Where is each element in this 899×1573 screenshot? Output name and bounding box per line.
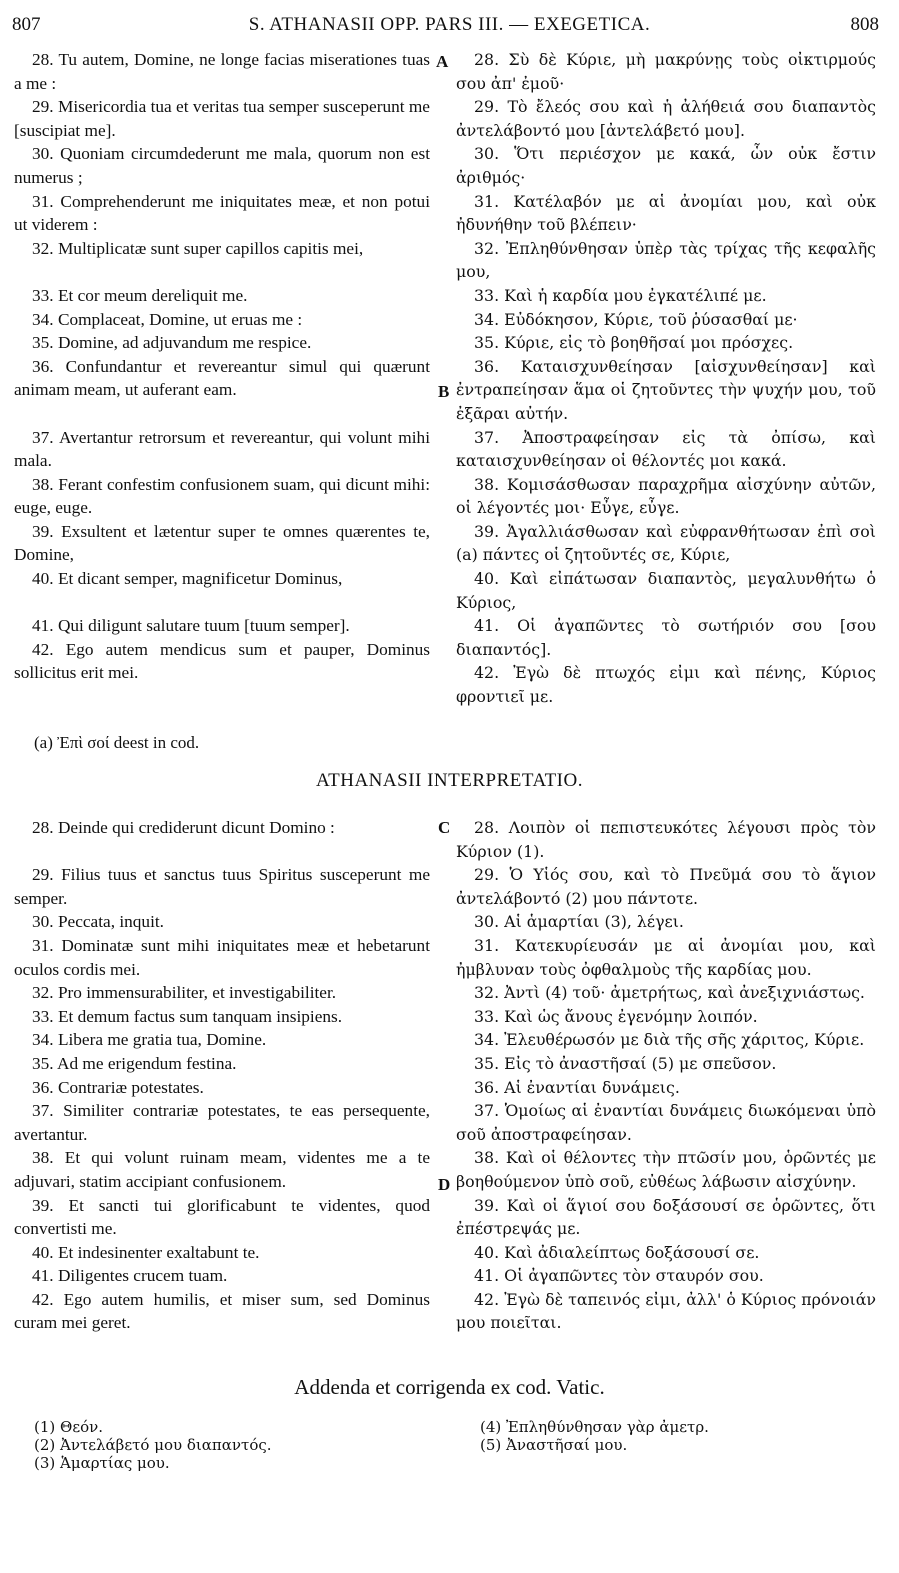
verse-number: 37. bbox=[32, 427, 54, 447]
verse-text: Ἐγὼ δὲ ταπεινός εἰμι, ἀλλ' ὁ Κύριος πρόνοιάν μου ποιεῖται. bbox=[456, 1289, 876, 1333]
verse-number: 32. bbox=[32, 238, 54, 258]
verse-number: 39. bbox=[32, 521, 54, 541]
verse-number: 37. bbox=[474, 1101, 500, 1121]
verse-number: 33. bbox=[474, 285, 500, 305]
verse-number: 42. bbox=[474, 663, 500, 683]
verse-number: 34. bbox=[32, 1030, 54, 1050]
verse bbox=[456, 910, 876, 934]
verse-text: Καταισχυνθείησαν [αἰσχυνθείησαν] καὶ ἐντραπείησαν ἅμα οἱ ζητοῦντες τὴν ψυχήν μου, τοῦ ἐξᾶραι αὐτήν. bbox=[456, 356, 876, 423]
verse-text: Tu autem, Domine, ne longe facias miserationes tuas a me : bbox=[14, 50, 430, 93]
verse bbox=[456, 331, 876, 355]
verse-number: 41. bbox=[474, 1266, 500, 1286]
margin-letter-a: A bbox=[436, 52, 449, 71]
verse-number: 40. bbox=[474, 1242, 500, 1262]
verse-text: Οἱ ἀγαπῶντες τὸν σταυρόν σου. bbox=[504, 1266, 764, 1286]
verse-spacer bbox=[14, 402, 430, 426]
verse bbox=[14, 1005, 430, 1029]
verse-text: Avertantur retrorsum et revereantur, qui volunt mihi mala. bbox=[14, 427, 430, 471]
verse bbox=[456, 1028, 876, 1052]
verse-number: 40. bbox=[32, 569, 54, 589]
verse-number: 33. bbox=[32, 1006, 54, 1026]
verse-text: Diligentes crucem tuam. bbox=[57, 1266, 228, 1286]
verse-text: Ferant confestim confusionem suam, qui dicunt mihi: euge, euge. bbox=[14, 474, 430, 518]
verse-number: 34. bbox=[474, 309, 500, 329]
verse-text: Καὶ οἱ θέλοντες τὴν πτῶσίν μου, ὁρῶντές με βοηθούμενον ὑπὸ σοῦ, εὐθέως λάβωσιν αἰσχύνην. bbox=[456, 1148, 876, 1191]
addenda-heading: Addenda et corrigenda ex cod. Vatic. bbox=[294, 1375, 605, 1399]
verse-text: Complaceat, Domine, ut eruas me : bbox=[57, 309, 303, 329]
verse-number: 28. bbox=[474, 818, 500, 837]
verse-text: Καὶ εἰπάτωσαν διαπαντὸς, μεγαλυνθήτω ὁ Κύριος, bbox=[456, 569, 876, 612]
verse-text: Deinde qui crediderunt dicunt Domino : bbox=[57, 818, 335, 837]
verse-text: Καὶ ὡς ἄνους ἐγενόμην λοιπόν. bbox=[504, 1006, 758, 1026]
verse bbox=[14, 1264, 430, 1288]
verse-text: Domine, ad adjuvandum me respice. bbox=[57, 333, 312, 353]
addenda-item: (4) Ἐπληθύνθησαν γὰρ ἀμετρ. bbox=[480, 1418, 709, 1436]
verse-number: 42. bbox=[32, 1289, 54, 1309]
verse-number: 37. bbox=[32, 1101, 54, 1121]
verse-text: Ἐπληθύνθησαν ὑπὲρ τὰς τρίχας τῆς κεφαλῆς μου, bbox=[456, 238, 877, 282]
verse bbox=[456, 1076, 876, 1100]
verse bbox=[456, 426, 876, 473]
verse-number: 39. bbox=[474, 521, 500, 541]
interpretatio-latin-column bbox=[14, 816, 430, 1335]
addenda-item: (3) Ἁμαρτίας μου. bbox=[34, 1454, 170, 1472]
verse bbox=[14, 355, 430, 402]
page-number-right: 808 bbox=[850, 14, 879, 35]
verse-text: Peccata, inquit. bbox=[57, 912, 164, 932]
psalm-latin-column bbox=[14, 48, 430, 685]
verse-number: 29. bbox=[474, 97, 500, 117]
verse-number: 31. bbox=[32, 935, 54, 955]
verse-number: 36. bbox=[474, 1077, 500, 1097]
addenda-item: (5) Ἀναστῆσαί μου. bbox=[480, 1436, 628, 1454]
verse-number: 30. bbox=[474, 912, 500, 932]
verse bbox=[456, 190, 876, 237]
verse bbox=[456, 48, 876, 95]
verse-number: 30. bbox=[474, 144, 500, 164]
addenda-left bbox=[34, 1418, 272, 1472]
verse-text: Καὶ ἡ καρδία μου ἐγκατέλιπέ με. bbox=[504, 285, 767, 305]
verse-text: Ego autem humilis, et miser sum, sed Dominus curam mei geret. bbox=[14, 1289, 430, 1333]
verse-text: Λοιπὸν οἱ πεπιστευκότες λέγουσι πρὸς τὸν Κύριον (1). bbox=[456, 818, 876, 861]
verse bbox=[456, 1052, 876, 1076]
verse-number: 42. bbox=[32, 639, 54, 659]
verse-text: Et sancti tui glorificabunt te videntes, quod convertisti me. bbox=[14, 1195, 430, 1239]
verse-number: 29. bbox=[32, 865, 54, 885]
verse-text: Εὐδόκησον, Κύριε, τοῦ ῥύσασθαί με· bbox=[504, 309, 798, 329]
verse-number: 34. bbox=[474, 1030, 500, 1050]
verse-text: Τὸ ἔλεός σου καὶ ἡ ἀλήθειά σου διαπαντὸς ἀντελάβοντό μου [ἀντελάβετό μου]. bbox=[456, 97, 876, 140]
verse bbox=[14, 1076, 430, 1100]
verse-text: Similiter contrariæ potestates, te eas persequente, avertantur. bbox=[14, 1101, 430, 1144]
verse bbox=[14, 910, 430, 934]
verse-number: 36. bbox=[474, 356, 500, 376]
verse bbox=[14, 638, 430, 685]
verse bbox=[456, 934, 876, 981]
verse bbox=[14, 1146, 430, 1193]
verse bbox=[14, 426, 430, 473]
verse bbox=[456, 567, 876, 614]
verse-text: Ad me erigendum festina. bbox=[56, 1053, 237, 1073]
verse-text: Et qui volunt ruinam meam, videntes me a te adjuvari, statim accipiant confusionem. bbox=[14, 1148, 430, 1191]
verse-text: Καὶ ἀδιαλείπτως δοξάσουσί σε. bbox=[504, 1242, 760, 1262]
addenda-item: (2) Ἀντελάβετό μου διαπαντός. bbox=[34, 1436, 272, 1454]
verse-number: 38. bbox=[32, 474, 54, 494]
margin-letter-b: B bbox=[438, 382, 450, 401]
verse bbox=[456, 355, 876, 426]
verse bbox=[14, 237, 430, 261]
verse bbox=[14, 473, 430, 520]
verse-number: 31. bbox=[474, 935, 500, 955]
verse-number: 39. bbox=[32, 1195, 54, 1215]
psalm-greek-column bbox=[456, 48, 876, 709]
verse-text: Εἰς τὸ ἀναστῆσαί (5) με σπεῦσον. bbox=[504, 1053, 777, 1073]
margin-letter-c: C bbox=[438, 818, 451, 837]
verse-number: 32. bbox=[474, 983, 500, 1003]
verse-number: 36. bbox=[32, 1077, 54, 1097]
verse bbox=[14, 614, 430, 638]
verse bbox=[14, 1194, 430, 1241]
verse-text: Ἀντὶ (4) τοῦ· ἀμετρήτως, καὶ ἀνεξιχνιάστως. bbox=[504, 983, 865, 1003]
verse bbox=[14, 331, 430, 355]
verse-text: Multiplicatæ sunt super capillos capitis mei, bbox=[57, 238, 364, 258]
addenda-right bbox=[480, 1418, 709, 1454]
verse bbox=[14, 1241, 430, 1265]
verse-text: Ἀγαλλιάσθωσαν καὶ εὐφρανθήτωσαν ἐπὶ σοὶ (a) πάντες οἱ ζητοῦντές σε, Κύριε, bbox=[456, 521, 876, 565]
interpretatio-greek-column bbox=[456, 816, 876, 1335]
verse-text: Confundantur et revereantur simul qui quærunt animam meam, ut auferant eam. bbox=[14, 356, 431, 400]
verse bbox=[14, 1052, 430, 1076]
verse-number: 37. bbox=[474, 427, 500, 447]
verse bbox=[456, 1194, 876, 1241]
verse-number: 39. bbox=[474, 1195, 500, 1215]
verse-text: Misericordia tua et veritas tua semper susceperunt me [suscipiat me]. bbox=[14, 97, 430, 140]
verse-number: 32. bbox=[32, 983, 54, 1003]
page-number-left: 807 bbox=[12, 14, 41, 35]
verse-text: Καὶ οἱ ἅγιοί σου δοξάσουσί σε ὁρῶντες, ὅτι ἐπέστρεψάς με. bbox=[456, 1195, 876, 1239]
verse-text: Quoniam circumdederunt me mala, quorum non est numerus ; bbox=[14, 144, 430, 187]
interpretatio-heading: ATHANASII INTERPRETATIO. bbox=[316, 770, 583, 791]
verse bbox=[456, 1288, 876, 1335]
margin-letter-d: D bbox=[438, 1175, 451, 1194]
verse bbox=[14, 1288, 430, 1335]
verse-text: Et cor meum dereliquit me. bbox=[57, 285, 248, 305]
verse-text: Κατέλαβόν με αἱ ἀνομίαι μου, καὶ οὐκ ἠδυνήθην τοῦ βλέπειν· bbox=[456, 191, 876, 235]
verse bbox=[14, 48, 430, 95]
verse-spacer bbox=[14, 591, 430, 615]
verse-number: 41. bbox=[474, 616, 500, 636]
verse-number: 30. bbox=[32, 912, 54, 932]
verse-text: Αἱ ἐναντίαι δυνάμεις. bbox=[504, 1077, 680, 1097]
verse-number: 35. bbox=[32, 333, 54, 353]
verse-number: 31. bbox=[32, 191, 54, 211]
verse-number: 38. bbox=[32, 1148, 54, 1168]
verse-number: 41. bbox=[32, 616, 54, 636]
verse-text: Οἱ ἀγαπῶντες τὸ σωτήριόν σου [σου διαπαντός]. bbox=[456, 616, 876, 659]
verse bbox=[456, 308, 876, 332]
verse-number: 33. bbox=[474, 1006, 500, 1026]
verse-text: Et dicant semper, magnificetur Dominus, bbox=[57, 569, 343, 589]
verse-text: Exsultent et lætentur super te omnes quærentes te, Domine, bbox=[14, 521, 430, 565]
verse-number: 28. bbox=[474, 50, 500, 69]
verse bbox=[14, 1099, 430, 1146]
verse bbox=[456, 95, 876, 142]
verse-number: 34. bbox=[32, 309, 54, 329]
verse-number: 28. bbox=[32, 818, 54, 837]
verse-text: Αἱ ἁμαρτίαι (3), λέγει. bbox=[504, 912, 684, 932]
verse-text: Ego autem mendicus sum et pauper, Dominus sollicitus erit mei. bbox=[14, 639, 430, 683]
verse bbox=[14, 308, 430, 332]
verse bbox=[456, 237, 876, 284]
verse bbox=[456, 1264, 876, 1288]
verse-number: 30. bbox=[32, 144, 54, 164]
running-title: S. ATHANASII OPP. PARS III. — EXEGETICA. bbox=[248, 14, 651, 35]
verse-text: Ἀποστραφείησαν εἰς τὰ ὀπίσω, καὶ καταισχυνθείησαν οἱ θέλοντές μοι κακά. bbox=[456, 427, 876, 471]
verse-number: 35. bbox=[32, 1053, 54, 1073]
running-header bbox=[0, 14, 899, 44]
verse-text: Κύριε, εἰς τὸ βοηθῆσαί μοι πρόσχες. bbox=[504, 333, 794, 353]
verse bbox=[456, 614, 876, 661]
verse bbox=[456, 863, 876, 910]
verse-text: Ὁμοίως αἱ ἐναντίαι δυνάμεις διωκόμεναι ὑπὸ σοῦ ἀποστραφείησαν. bbox=[456, 1101, 876, 1144]
verse-number: 35. bbox=[474, 333, 500, 353]
verse-spacer bbox=[14, 260, 430, 284]
verse bbox=[456, 284, 876, 308]
verse bbox=[14, 981, 430, 1005]
verse bbox=[14, 284, 430, 308]
verse-number: 35. bbox=[474, 1053, 500, 1073]
verse-text: Κατεκυρίευσάν με αἱ ἀνομίαι μου, καὶ ἠμβλυναν τοὺς ὀφθαλμοὺς τῆς καρδίας μου. bbox=[456, 935, 876, 979]
verse-text: Et indesinenter exaltabunt te. bbox=[57, 1242, 260, 1262]
verse bbox=[456, 473, 876, 520]
verse-number: 42. bbox=[474, 1289, 500, 1309]
verse-text: Ἐγὼ δὲ πτωχός εἰμι καὶ πένης, Κύριος φροντιεῖ με. bbox=[456, 663, 876, 707]
verse bbox=[456, 1146, 876, 1193]
verse-number: 40. bbox=[474, 569, 500, 589]
verse bbox=[14, 190, 430, 237]
verse bbox=[14, 1028, 430, 1052]
verse bbox=[14, 863, 430, 910]
verse bbox=[456, 142, 876, 189]
verse-number: 38. bbox=[474, 1148, 500, 1168]
verse bbox=[456, 981, 876, 1005]
verse-number: 28. bbox=[32, 50, 54, 69]
verse-text: Dominatæ sunt mihi iniquitates meæ et hebetarunt oculos cordis mei. bbox=[14, 935, 431, 979]
verse-text: Libera me gratia tua, Domine. bbox=[57, 1030, 267, 1050]
verse-text: Σὺ δὲ Κύριε, μὴ μακρύνῃς τοὺς οἰκτιρμούς σου ἀπ' ἐμοῦ· bbox=[456, 50, 876, 93]
addenda-item: (1) Θεόν. bbox=[34, 1418, 104, 1436]
verse-text: Pro immensurabiliter, et investigabiliter. bbox=[57, 983, 337, 1003]
verse-number: 33. bbox=[32, 285, 54, 305]
verse-number: 29. bbox=[32, 97, 54, 117]
verse bbox=[14, 567, 430, 591]
verse-text: Κομισάσθωσαν παραχρῆμα αἰσχύνην αὐτῶν, οἱ λέγοντές μοι· Εὖγε, εὖγε. bbox=[456, 474, 876, 518]
verse bbox=[14, 520, 430, 567]
footnote: (a) Ἐπὶ σοί deest in cod. bbox=[34, 733, 200, 752]
verse-number: 40. bbox=[32, 1242, 54, 1262]
verse-number: 31. bbox=[474, 191, 500, 211]
verse-text: Et demum factus sum tanquam insipiens. bbox=[57, 1006, 343, 1026]
verse bbox=[14, 934, 430, 981]
verse-number: 38. bbox=[474, 474, 500, 494]
verse bbox=[456, 661, 876, 708]
verse-number: 36. bbox=[32, 356, 54, 376]
verse-text: Ἐλευθέρωσόν με διὰ τῆς σῆς χάριτος, Κύριε. bbox=[504, 1030, 865, 1050]
verse-number: 32. bbox=[474, 238, 500, 258]
verse-spacer bbox=[14, 840, 430, 864]
verse bbox=[14, 142, 430, 189]
verse bbox=[14, 816, 430, 840]
verse bbox=[456, 1241, 876, 1265]
verse-text: Filius tuus et sanctus tuus Spiritus susceperunt me semper. bbox=[14, 865, 430, 908]
verse bbox=[14, 95, 430, 142]
verse bbox=[456, 816, 876, 863]
verse bbox=[456, 1005, 876, 1029]
verse-text: Contrariæ potestates. bbox=[57, 1077, 204, 1097]
verse-text: Ὅτι περιέσχον με κακά, ὧν οὐκ ἔστιν ἀριθμός· bbox=[456, 144, 876, 187]
verse-text: Ὁ Υἱός σου, καὶ τὸ Πνεῦμά σου τὸ ἅγιον ἀντελάβοντό (2) μου πάντοτε. bbox=[456, 865, 876, 908]
verse bbox=[456, 520, 876, 567]
verse-number: 29. bbox=[474, 865, 500, 885]
verse-text: Qui diligunt salutare tuum [tuum semper]. bbox=[57, 616, 350, 636]
verse-number: 41. bbox=[32, 1266, 54, 1286]
verse bbox=[456, 1099, 876, 1146]
verse-text: Comprehenderunt me iniquitates meæ, et non potui ut viderem : bbox=[14, 191, 430, 235]
